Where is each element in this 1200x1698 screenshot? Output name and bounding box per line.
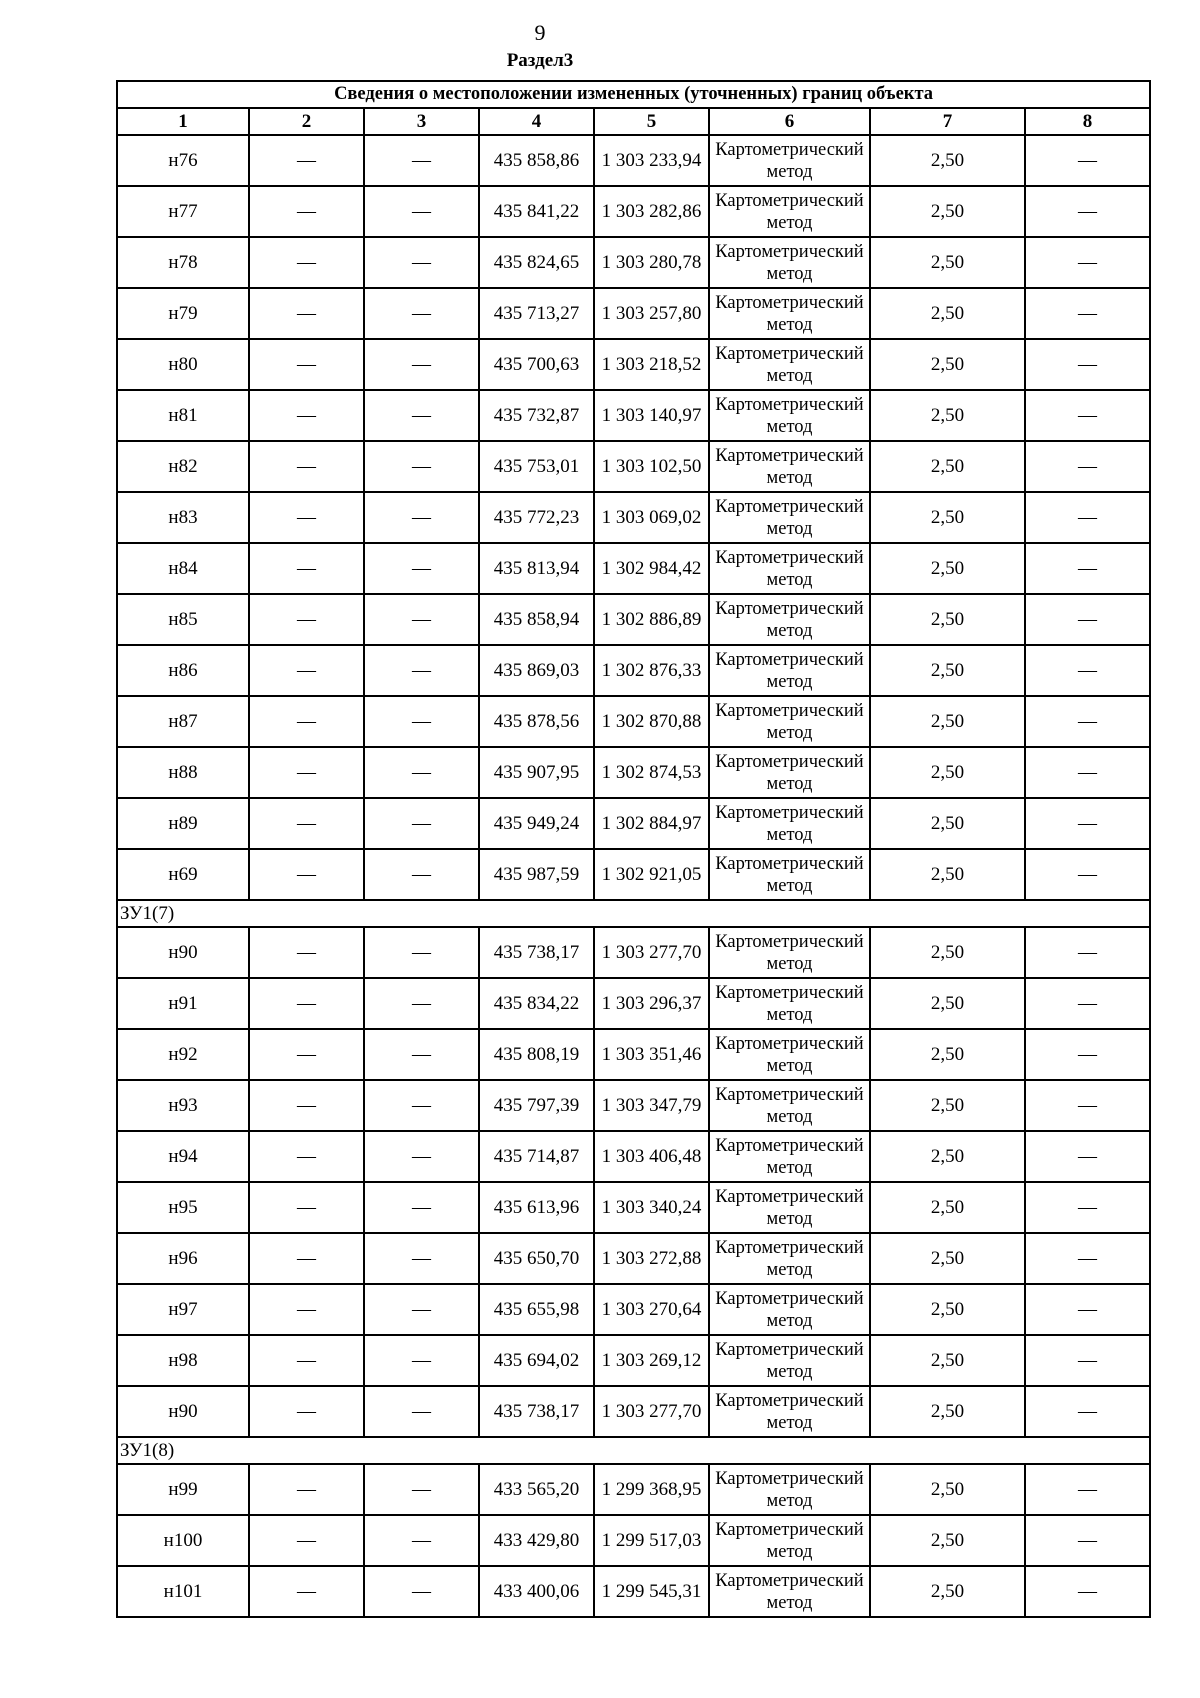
col8-cell: — <box>1025 1515 1150 1566</box>
col3-cell: — <box>364 135 479 186</box>
method-cell: Картометрический метод <box>709 1233 870 1284</box>
col3-cell: — <box>364 645 479 696</box>
accuracy-cell: 2,50 <box>870 441 1025 492</box>
col3-cell: — <box>364 927 479 978</box>
col8-cell: — <box>1025 543 1150 594</box>
method-cell: Картометрический метод <box>709 492 870 543</box>
point-name-cell: н85 <box>117 594 249 645</box>
group-row <box>117 1437 1150 1464</box>
point-name-cell: н99 <box>117 1464 249 1515</box>
col2-cell: — <box>249 1515 364 1566</box>
column-number: 4 <box>479 108 594 135</box>
method-cell: Картометрический метод <box>709 288 870 339</box>
table-row <box>117 390 1150 441</box>
table-row <box>117 594 1150 645</box>
col3-cell: — <box>364 1284 479 1335</box>
accuracy-cell: 2,50 <box>870 492 1025 543</box>
method-cell: Картометрический метод <box>709 978 870 1029</box>
y-coordinate-cell: 1 302 876,33 <box>594 645 709 696</box>
col8-cell: — <box>1025 339 1150 390</box>
point-name-cell: н91 <box>117 978 249 1029</box>
accuracy-cell: 2,50 <box>870 1284 1025 1335</box>
x-coordinate-cell: 435 858,86 <box>479 135 594 186</box>
table-row <box>117 1515 1150 1566</box>
table-row <box>117 186 1150 237</box>
x-coordinate-cell: 435 987,59 <box>479 849 594 900</box>
y-coordinate-cell: 1 302 984,42 <box>594 543 709 594</box>
point-name-cell: н97 <box>117 1284 249 1335</box>
col2-cell: — <box>249 1284 364 1335</box>
col2-cell: — <box>249 696 364 747</box>
y-coordinate-cell: 1 303 069,02 <box>594 492 709 543</box>
point-name-cell: н81 <box>117 390 249 441</box>
col3-cell: — <box>364 492 479 543</box>
col3-cell: — <box>364 978 479 1029</box>
point-name-cell: н94 <box>117 1131 249 1182</box>
y-coordinate-cell: 1 303 270,64 <box>594 1284 709 1335</box>
x-coordinate-cell: 435 808,19 <box>479 1029 594 1080</box>
x-coordinate-cell: 435 841,22 <box>479 186 594 237</box>
col2-cell: — <box>249 1233 364 1284</box>
section-title: Раздел3 <box>506 50 574 71</box>
col3-cell: — <box>364 849 479 900</box>
method-cell: Картометрический метод <box>709 543 870 594</box>
col8-cell: — <box>1025 798 1150 849</box>
method-cell: Картометрический метод <box>709 1386 870 1437</box>
x-coordinate-cell: 435 650,70 <box>479 1233 594 1284</box>
table-row <box>117 288 1150 339</box>
col2-cell: — <box>249 492 364 543</box>
table-row <box>117 1029 1150 1080</box>
column-number: 7 <box>870 108 1025 135</box>
point-name-cell: н84 <box>117 543 249 594</box>
method-cell: Картометрический метод <box>709 1515 870 1566</box>
col2-cell: — <box>249 237 364 288</box>
col3-cell: — <box>364 798 479 849</box>
y-coordinate-cell: 1 303 280,78 <box>594 237 709 288</box>
col3-cell: — <box>364 696 479 747</box>
table-row <box>117 1233 1150 1284</box>
point-name-cell: н100 <box>117 1515 249 1566</box>
x-coordinate-cell: 435 713,27 <box>479 288 594 339</box>
group-label: ЗУ1(7) <box>117 900 1150 927</box>
col8-cell: — <box>1025 849 1150 900</box>
col2-cell: — <box>249 1464 364 1515</box>
col3-cell: — <box>364 1131 479 1182</box>
method-cell: Картометрический метод <box>709 1335 870 1386</box>
col8-cell: — <box>1025 978 1150 1029</box>
accuracy-cell: 2,50 <box>870 1182 1025 1233</box>
column-number-row <box>117 108 1150 135</box>
col8-cell: — <box>1025 1386 1150 1437</box>
col8-cell: — <box>1025 594 1150 645</box>
table-row <box>117 1080 1150 1131</box>
col8-cell: — <box>1025 1131 1150 1182</box>
col3-cell: — <box>364 1233 479 1284</box>
accuracy-cell: 2,50 <box>870 1515 1025 1566</box>
table-row <box>117 492 1150 543</box>
col8-cell: — <box>1025 1029 1150 1080</box>
point-name-cell: н87 <box>117 696 249 747</box>
x-coordinate-cell: 433 429,80 <box>479 1515 594 1566</box>
point-name-cell: н88 <box>117 747 249 798</box>
col3-cell: — <box>364 747 479 798</box>
table-row <box>117 1335 1150 1386</box>
col3-cell: — <box>364 339 479 390</box>
col2-cell: — <box>249 798 364 849</box>
col3-cell: — <box>364 1080 479 1131</box>
accuracy-cell: 2,50 <box>870 339 1025 390</box>
col2-cell: — <box>249 747 364 798</box>
accuracy-cell: 2,50 <box>870 237 1025 288</box>
y-coordinate-cell: 1 303 269,12 <box>594 1335 709 1386</box>
y-coordinate-cell: 1 299 517,03 <box>594 1515 709 1566</box>
col8-cell: — <box>1025 237 1150 288</box>
method-cell: Картометрический метод <box>709 339 870 390</box>
x-coordinate-cell: 435 813,94 <box>479 543 594 594</box>
col8-cell: — <box>1025 1080 1150 1131</box>
table-row <box>117 1182 1150 1233</box>
y-coordinate-cell: 1 303 347,79 <box>594 1080 709 1131</box>
col2-cell: — <box>249 978 364 1029</box>
col2-cell: — <box>249 1080 364 1131</box>
col8-cell: — <box>1025 441 1150 492</box>
accuracy-cell: 2,50 <box>870 1566 1025 1617</box>
accuracy-cell: 2,50 <box>870 1335 1025 1386</box>
col8-cell: — <box>1025 1182 1150 1233</box>
accuracy-cell: 2,50 <box>870 798 1025 849</box>
col8-cell: — <box>1025 186 1150 237</box>
col2-cell: — <box>249 1182 364 1233</box>
column-number: 6 <box>709 108 870 135</box>
x-coordinate-cell: 435 772,23 <box>479 492 594 543</box>
col2-cell: — <box>249 441 364 492</box>
table-row <box>117 645 1150 696</box>
point-name-cell: н77 <box>117 186 249 237</box>
col8-cell: — <box>1025 1566 1150 1617</box>
accuracy-cell: 2,50 <box>870 1386 1025 1437</box>
col2-cell: — <box>249 543 364 594</box>
method-cell: Картометрический метод <box>709 696 870 747</box>
accuracy-cell: 2,50 <box>870 978 1025 1029</box>
accuracy-cell: 2,50 <box>870 1080 1025 1131</box>
col3-cell: — <box>364 390 479 441</box>
y-coordinate-cell: 1 303 272,88 <box>594 1233 709 1284</box>
y-coordinate-cell: 1 302 886,89 <box>594 594 709 645</box>
x-coordinate-cell: 433 565,20 <box>479 1464 594 1515</box>
table-row <box>117 339 1150 390</box>
point-name-cell: н95 <box>117 1182 249 1233</box>
x-coordinate-cell: 435 753,01 <box>479 441 594 492</box>
method-cell: Картометрический метод <box>709 1080 870 1131</box>
y-coordinate-cell: 1 303 340,24 <box>594 1182 709 1233</box>
accuracy-cell: 2,50 <box>870 1464 1025 1515</box>
accuracy-cell: 2,50 <box>870 390 1025 441</box>
point-name-cell: н90 <box>117 927 249 978</box>
point-name-cell: н69 <box>117 849 249 900</box>
col3-cell: — <box>364 1515 479 1566</box>
col2-cell: — <box>249 1386 364 1437</box>
table-row <box>117 978 1150 1029</box>
col8-cell: — <box>1025 1464 1150 1515</box>
y-coordinate-cell: 1 303 277,70 <box>594 1386 709 1437</box>
method-cell: Картометрический метод <box>709 390 870 441</box>
x-coordinate-cell: 433 400,06 <box>479 1566 594 1617</box>
method-cell: Картометрический метод <box>709 798 870 849</box>
x-coordinate-cell: 435 694,02 <box>479 1335 594 1386</box>
col2-cell: — <box>249 186 364 237</box>
y-coordinate-cell: 1 303 406,48 <box>594 1131 709 1182</box>
col8-cell: — <box>1025 696 1150 747</box>
col2-cell: — <box>249 1029 364 1080</box>
accuracy-cell: 2,50 <box>870 645 1025 696</box>
col8-cell: — <box>1025 927 1150 978</box>
accuracy-cell: 2,50 <box>870 186 1025 237</box>
method-cell: Картометрический метод <box>709 1029 870 1080</box>
y-coordinate-cell: 1 303 277,70 <box>594 927 709 978</box>
col3-cell: — <box>364 237 479 288</box>
table-body <box>117 135 1150 1617</box>
table-row <box>117 237 1150 288</box>
x-coordinate-cell: 435 858,94 <box>479 594 594 645</box>
y-coordinate-cell: 1 303 140,97 <box>594 390 709 441</box>
col2-cell: — <box>249 1566 364 1617</box>
table-row <box>117 543 1150 594</box>
method-cell: Картометрический метод <box>709 849 870 900</box>
column-number: 3 <box>364 108 479 135</box>
method-cell: Картометрический метод <box>709 1566 870 1617</box>
point-name-cell: н78 <box>117 237 249 288</box>
table-row <box>117 849 1150 900</box>
group-row <box>117 900 1150 927</box>
col3-cell: — <box>364 441 479 492</box>
y-coordinate-cell: 1 303 282,86 <box>594 186 709 237</box>
x-coordinate-cell: 435 949,24 <box>479 798 594 849</box>
col3-cell: — <box>364 288 479 339</box>
column-number: 5 <box>594 108 709 135</box>
col8-cell: — <box>1025 135 1150 186</box>
boundary-table <box>116 80 1151 1618</box>
accuracy-cell: 2,50 <box>870 543 1025 594</box>
col2-cell: — <box>249 135 364 186</box>
method-cell: Картометрический метод <box>709 927 870 978</box>
accuracy-cell: 2,50 <box>870 849 1025 900</box>
column-number: 1 <box>117 108 249 135</box>
table-row <box>117 135 1150 186</box>
accuracy-cell: 2,50 <box>870 1233 1025 1284</box>
col2-cell: — <box>249 927 364 978</box>
col2-cell: — <box>249 1131 364 1182</box>
x-coordinate-cell: 435 797,39 <box>479 1080 594 1131</box>
y-coordinate-cell: 1 302 884,97 <box>594 798 709 849</box>
col3-cell: — <box>364 1029 479 1080</box>
col2-cell: — <box>249 339 364 390</box>
col2-cell: — <box>249 645 364 696</box>
y-coordinate-cell: 1 299 545,31 <box>594 1566 709 1617</box>
point-name-cell: н101 <box>117 1566 249 1617</box>
x-coordinate-cell: 435 738,17 <box>479 1386 594 1437</box>
col2-cell: — <box>249 288 364 339</box>
col3-cell: — <box>364 1335 479 1386</box>
x-coordinate-cell: 435 834,22 <box>479 978 594 1029</box>
accuracy-cell: 2,50 <box>870 696 1025 747</box>
method-cell: Картометрический метод <box>709 645 870 696</box>
point-name-cell: н80 <box>117 339 249 390</box>
group-label: ЗУ1(8) <box>117 1437 1150 1464</box>
y-coordinate-cell: 1 303 351,46 <box>594 1029 709 1080</box>
method-cell: Картометрический метод <box>709 1284 870 1335</box>
col3-cell: — <box>364 1566 479 1617</box>
method-cell: Картометрический метод <box>709 135 870 186</box>
col2-cell: — <box>249 390 364 441</box>
table-row <box>117 798 1150 849</box>
accuracy-cell: 2,50 <box>870 1131 1025 1182</box>
col8-cell: — <box>1025 645 1150 696</box>
col2-cell: — <box>249 594 364 645</box>
y-coordinate-cell: 1 303 233,94 <box>594 135 709 186</box>
point-name-cell: н96 <box>117 1233 249 1284</box>
point-name-cell: н86 <box>117 645 249 696</box>
y-coordinate-cell: 1 303 296,37 <box>594 978 709 1029</box>
y-coordinate-cell: 1 302 870,88 <box>594 696 709 747</box>
col3-cell: — <box>364 186 479 237</box>
point-name-cell: н89 <box>117 798 249 849</box>
column-number: 2 <box>249 108 364 135</box>
table-row <box>117 1386 1150 1437</box>
y-coordinate-cell: 1 303 102,50 <box>594 441 709 492</box>
accuracy-cell: 2,50 <box>870 135 1025 186</box>
method-cell: Картометрический метод <box>709 594 870 645</box>
accuracy-cell: 2,50 <box>870 747 1025 798</box>
method-cell: Картометрический метод <box>709 237 870 288</box>
col3-cell: — <box>364 543 479 594</box>
point-name-cell: н90 <box>117 1386 249 1437</box>
x-coordinate-cell: 435 700,63 <box>479 339 594 390</box>
point-name-cell: н92 <box>117 1029 249 1080</box>
page-number: 9 <box>534 20 546 45</box>
x-coordinate-cell: 435 824,65 <box>479 237 594 288</box>
col8-cell: — <box>1025 288 1150 339</box>
method-cell: Картометрический метод <box>709 1182 870 1233</box>
table-caption: Сведения о местоположении измененных (уточненных) границ объекта <box>117 81 1150 108</box>
point-name-cell: н98 <box>117 1335 249 1386</box>
y-coordinate-cell: 1 302 921,05 <box>594 849 709 900</box>
x-coordinate-cell: 435 878,56 <box>479 696 594 747</box>
col8-cell: — <box>1025 492 1150 543</box>
col2-cell: — <box>249 849 364 900</box>
x-coordinate-cell: 435 714,87 <box>479 1131 594 1182</box>
col3-cell: — <box>364 1464 479 1515</box>
col8-cell: — <box>1025 1335 1150 1386</box>
method-cell: Картометрический метод <box>709 186 870 237</box>
y-coordinate-cell: 1 299 368,95 <box>594 1464 709 1515</box>
point-name-cell: н76 <box>117 135 249 186</box>
accuracy-cell: 2,50 <box>870 594 1025 645</box>
point-name-cell: н83 <box>117 492 249 543</box>
y-coordinate-cell: 1 303 257,80 <box>594 288 709 339</box>
accuracy-cell: 2,50 <box>870 288 1025 339</box>
table-row <box>117 927 1150 978</box>
col8-cell: — <box>1025 1284 1150 1335</box>
table-row <box>117 696 1150 747</box>
table-row <box>117 1284 1150 1335</box>
y-coordinate-cell: 1 303 218,52 <box>594 339 709 390</box>
point-name-cell: н93 <box>117 1080 249 1131</box>
y-coordinate-cell: 1 302 874,53 <box>594 747 709 798</box>
col3-cell: — <box>364 1182 479 1233</box>
col3-cell: — <box>364 1386 479 1437</box>
col2-cell: — <box>249 1335 364 1386</box>
method-cell: Картометрический метод <box>709 747 870 798</box>
table-row <box>117 747 1150 798</box>
x-coordinate-cell: 435 732,87 <box>479 390 594 441</box>
col8-cell: — <box>1025 390 1150 441</box>
point-name-cell: н79 <box>117 288 249 339</box>
point-name-cell: н82 <box>117 441 249 492</box>
table-row <box>117 1566 1150 1617</box>
method-cell: Картометрический метод <box>709 1464 870 1515</box>
x-coordinate-cell: 435 738,17 <box>479 927 594 978</box>
accuracy-cell: 2,50 <box>870 927 1025 978</box>
x-coordinate-cell: 435 907,95 <box>479 747 594 798</box>
method-cell: Картометрический метод <box>709 1131 870 1182</box>
accuracy-cell: 2,50 <box>870 1029 1025 1080</box>
table-row <box>117 1464 1150 1515</box>
table-row <box>117 441 1150 492</box>
x-coordinate-cell: 435 613,96 <box>479 1182 594 1233</box>
column-number: 8 <box>1025 108 1150 135</box>
table-row <box>117 1131 1150 1182</box>
x-coordinate-cell: 435 869,03 <box>479 645 594 696</box>
x-coordinate-cell: 435 655,98 <box>479 1284 594 1335</box>
method-cell: Картометрический метод <box>709 441 870 492</box>
col8-cell: — <box>1025 747 1150 798</box>
col3-cell: — <box>364 594 479 645</box>
col8-cell: — <box>1025 1233 1150 1284</box>
